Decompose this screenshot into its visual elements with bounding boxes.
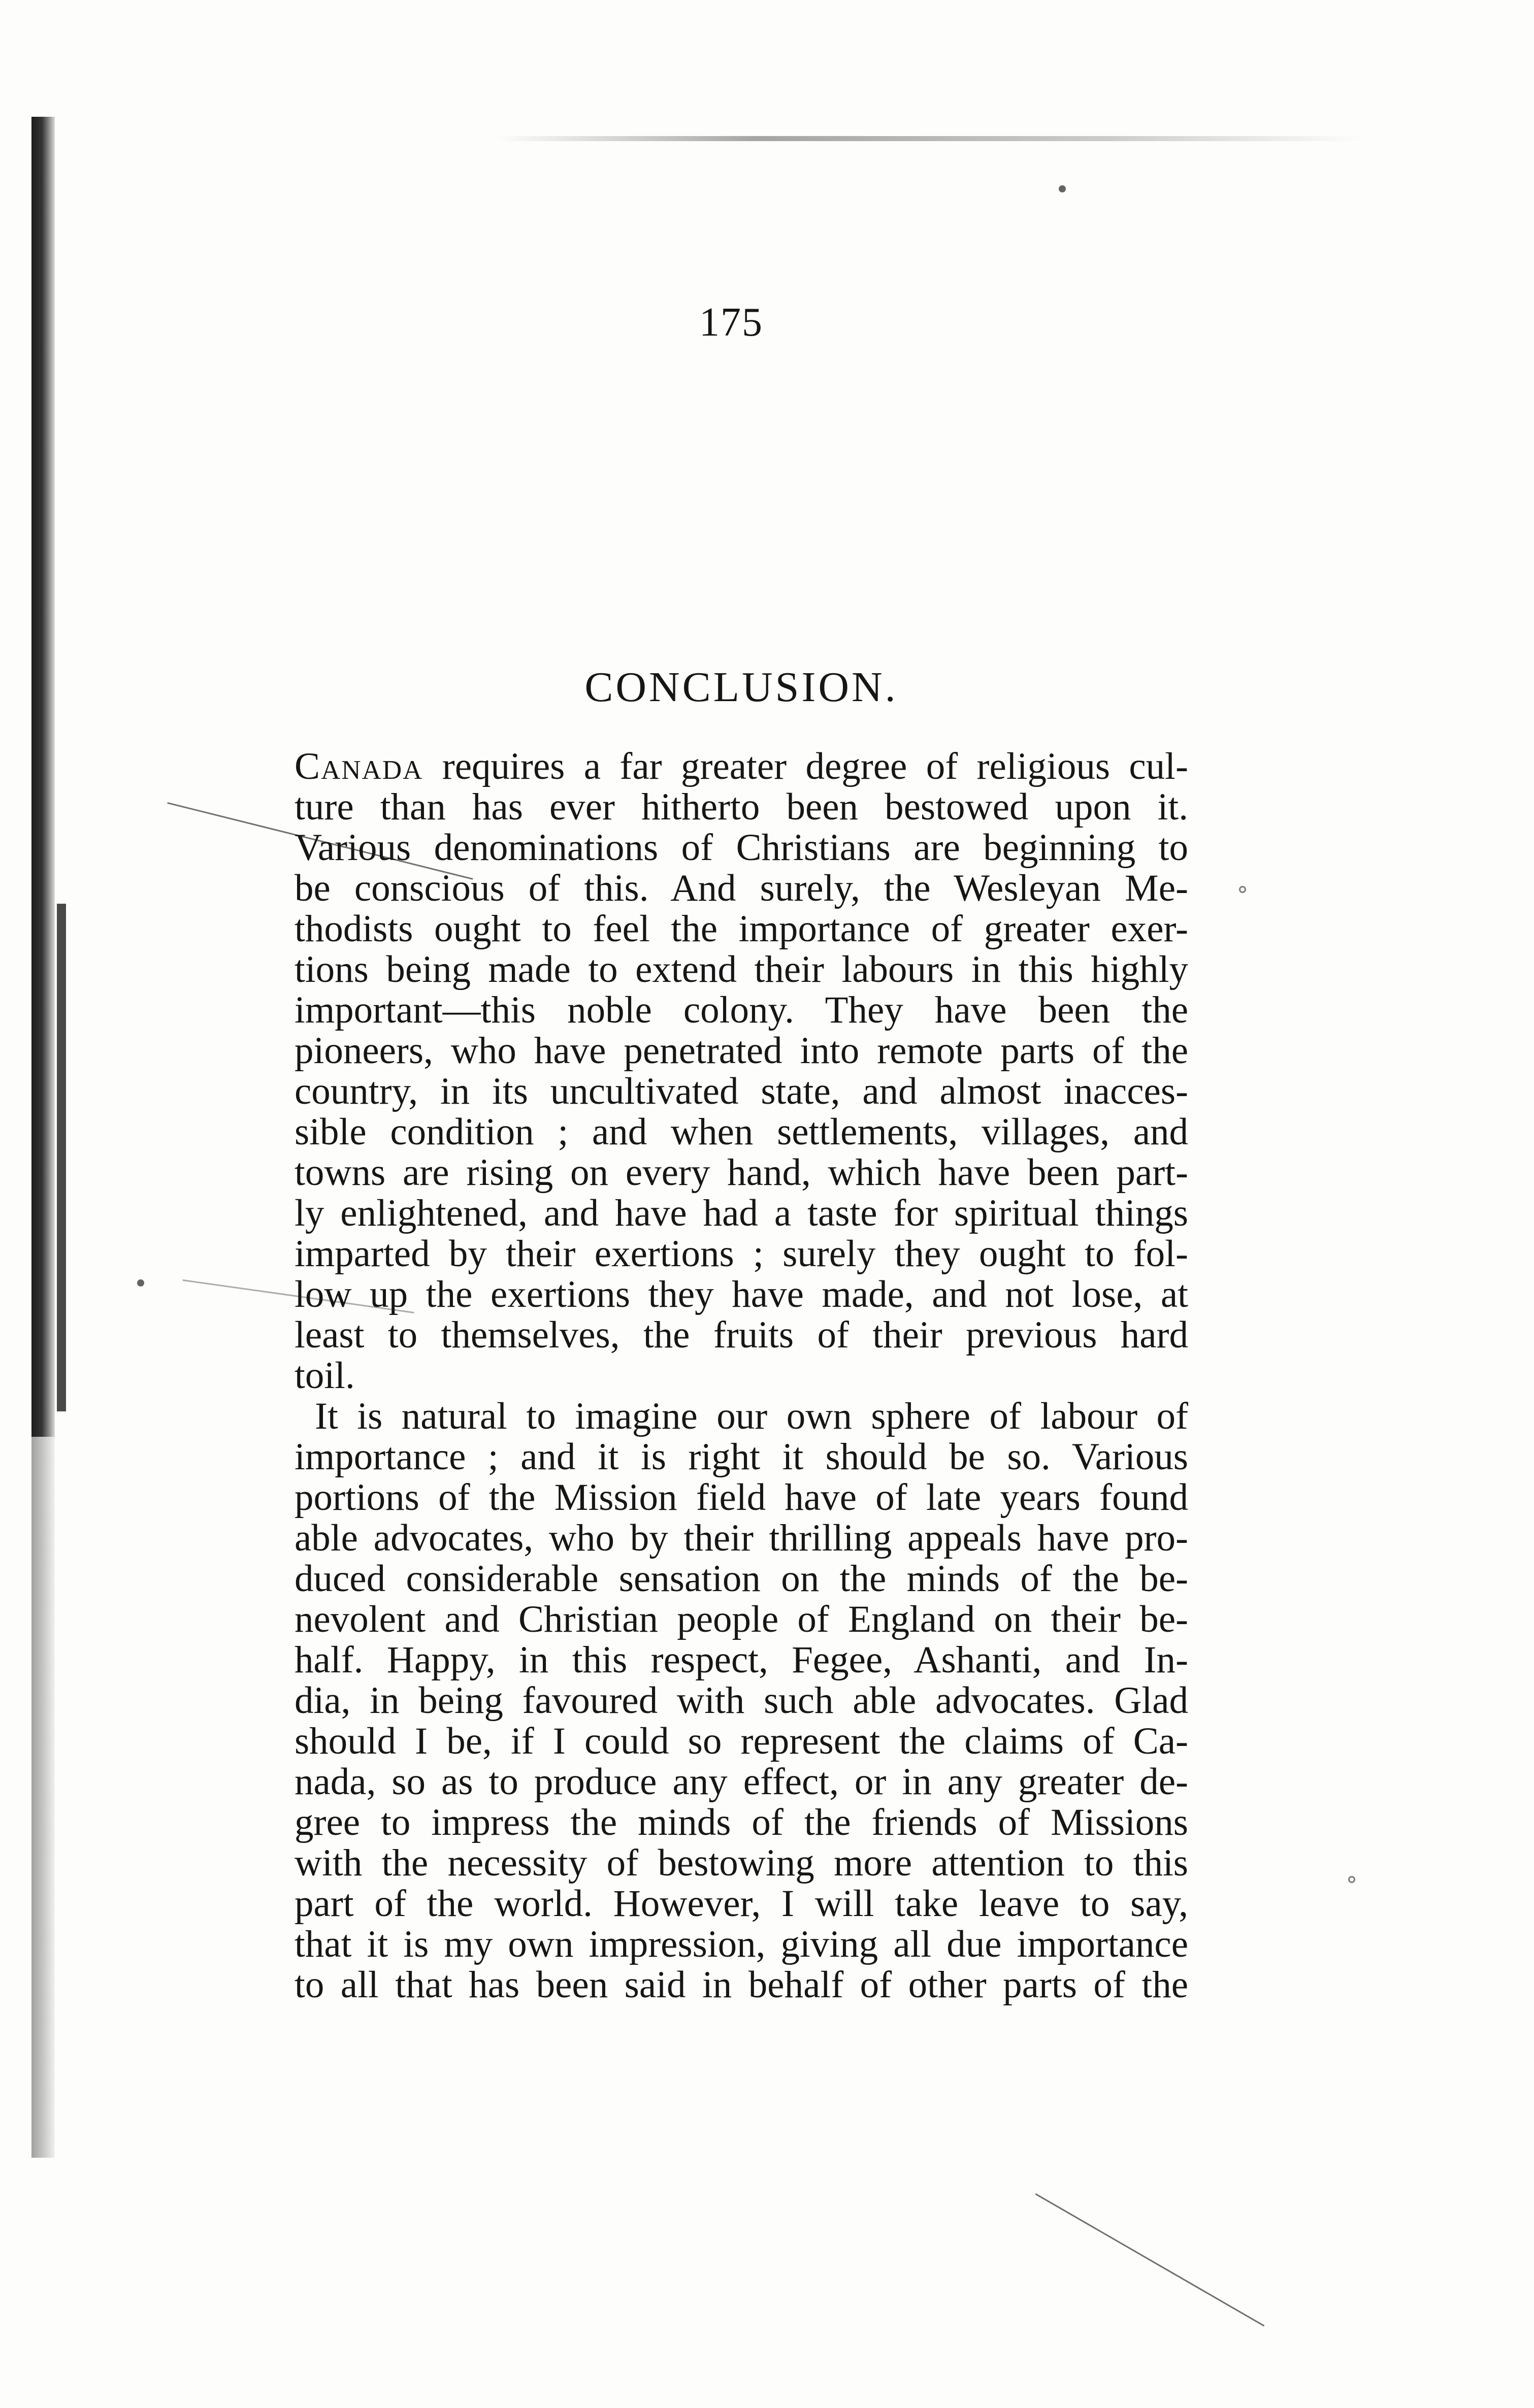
- text-line: dia, in being favoured with such able advocates. Glad: [295, 1679, 1188, 1722]
- ink-speck: [1059, 185, 1066, 192]
- text-line: tions being made to extend their labours in this highly: [295, 948, 1188, 991]
- page-number: 175: [699, 300, 763, 345]
- text-line: portions of the Mission field have of late years found: [295, 1476, 1188, 1519]
- text-line: able advocates, who by their thrilling appeals have pro-: [295, 1517, 1188, 1559]
- text-line: duced considerable sensation on the minds of the be-: [295, 1558, 1188, 1600]
- text-line: nada, so as to produce any effect, or in any greater de-: [295, 1761, 1188, 1803]
- section-heading: CONCLUSION.: [584, 664, 898, 711]
- text-line: with the necessity of bestowing more attention to this: [295, 1842, 1188, 1884]
- text-line: important—this noble colony. They have been the: [295, 989, 1188, 1031]
- text-line: gree to impress the minds of the friends of Missions: [295, 1801, 1188, 1843]
- text-line: thodists ought to feel the importance of greater exer-: [295, 908, 1188, 950]
- text-line: nevolent and Christian people of England on their be-: [295, 1598, 1188, 1640]
- ink-speck: [1239, 886, 1246, 893]
- stray-pencil-line: [1035, 2193, 1265, 2327]
- binding-shadow: [31, 117, 55, 1437]
- text-line: imparted by their exertions ; surely they ought to fol-: [295, 1233, 1188, 1275]
- body-text: [295, 746, 1188, 2005]
- text-line: Various denominations of Christians are beginning to: [295, 827, 1188, 869]
- text-line: least to themselves, the fruits of their previous hard: [295, 1314, 1188, 1356]
- text-line: to all that has been said in behalf of other parts of the: [295, 1964, 1188, 2006]
- text-line: pioneers, who have penetrated into remote parts of the: [295, 1030, 1188, 1072]
- text-line: importance ; and it is right it should be so. Various: [295, 1436, 1188, 1478]
- ink-speck: [1348, 1876, 1355, 1883]
- text-line: ture than has ever hitherto been bestowed upon it.: [295, 786, 1188, 828]
- text-line: country, in its uncultivated state, and almost inacces-: [295, 1070, 1188, 1112]
- binding-spine-mark: [57, 904, 66, 1411]
- text-line: sible condition ; and when settlements, villages, and: [295, 1111, 1188, 1153]
- lead-word: Canada: [295, 745, 423, 787]
- text-line: should I be, if I could so represent the claims of Ca-: [295, 1720, 1188, 1762]
- binding-shadow-lower: [31, 1437, 55, 2158]
- text-line: Canada requires a far greater degree of religious cul-: [295, 745, 1188, 787]
- text-line: ly enlightened, and have had a taste for spiritual things: [295, 1192, 1188, 1234]
- ink-speck: [137, 1279, 144, 1287]
- text-line: part of the world. However, I will take leave to say,: [295, 1883, 1188, 1925]
- text-line: It is natural to imagine our own sphere of labour of: [315, 1395, 1188, 1437]
- text-line: be conscious of this. And surely, the Wesleyan Me-: [295, 867, 1188, 909]
- text-line: towns are rising on every hand, which have been part-: [295, 1151, 1188, 1194]
- text-line: toil.: [295, 1355, 355, 1397]
- text-line: half. Happy, in this respect, Fegee, Ashanti, and In-: [295, 1639, 1188, 1681]
- text-line: that it is my own impression, giving all due importance: [295, 1923, 1188, 1965]
- text-line: low up the exertions they have made, and not lose, at: [295, 1273, 1188, 1315]
- scan-smudge: [498, 136, 1361, 141]
